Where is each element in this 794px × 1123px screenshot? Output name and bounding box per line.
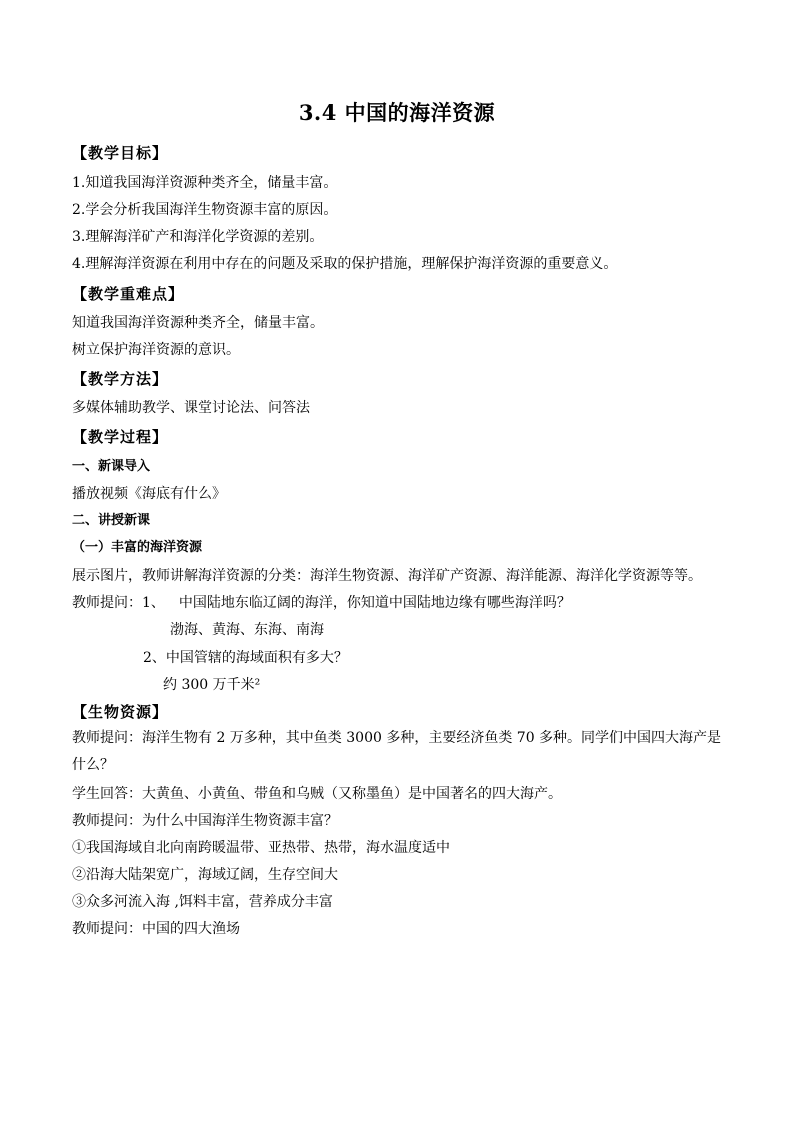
- answer-1: 渤海、黄海、东海、南海: [170, 622, 324, 638]
- question-2: 2、中国管辖的海域面积有多大？: [143, 650, 348, 666]
- question-1-text: 中国陆地东临辽阔的海洋，你知道中国陆地边缘有哪些海洋吗？: [178, 595, 571, 611]
- reason-2: ②沿海大陆架宽广，海域辽阔，生存空间大: [72, 867, 338, 883]
- answer-2: 约 300 万千米²: [163, 677, 261, 693]
- method-header: 【教学方法】: [72, 370, 169, 388]
- key-point-1: 知道我国海洋资源种类齐全，储量丰富。: [72, 315, 324, 331]
- subsection-header: （一）丰富的海洋资源: [72, 540, 203, 555]
- page-title: 3.4 中国的海洋资源: [298, 100, 496, 125]
- intro-text: 播放视频《海底有什么》: [72, 486, 226, 502]
- goal-item-3: 3.理解海洋矿产和海洋化学资源的差别。: [72, 229, 324, 245]
- reason-3: ③众多河流入海 ,饵料丰富，营养成分丰富: [72, 894, 333, 910]
- bio-resources-header: 【生物资源】: [72, 703, 169, 721]
- intro-header: 一、新课导入: [72, 459, 151, 474]
- teach-header: 二、讲授新课: [72, 513, 151, 528]
- reason-1: ①我国海域自北向南跨暖温带、亚热带、热带，海水温度适中: [72, 840, 450, 856]
- key-points-header: 【教学重难点】: [72, 285, 185, 303]
- question-1-prefix: 教师提问：1、: [72, 595, 165, 611]
- question-3: 教师提问：海洋生物有 2 万多种，其中鱼类 3000 多种，主要经济鱼类 70 多种。同学们中国四大海产是什么？: [72, 730, 722, 773]
- goal-item-4: 4.理解海洋资源在利用中存在的问题及采取的保护措施，理解保护海洋资源的重要意义。: [72, 256, 618, 272]
- goal-item-1: 1.知道我国海洋资源种类齐全，储量丰富。: [72, 175, 338, 191]
- goals-header: 【教学目标】: [72, 144, 169, 162]
- question-4: 教师提问：为什么中国海洋生物资源丰富？: [72, 813, 338, 829]
- resource-classification: 展示图片，教师讲解海洋资源的分类：海洋生物资源、海洋矿产资源、海洋能源、海洋化学资源等等。: [72, 568, 702, 584]
- question-5: 教师提问：中国的四大渔场: [72, 921, 240, 937]
- goal-item-2: 2.学会分析我国海洋生物资源丰富的原因。: [72, 202, 338, 218]
- method-text: 多媒体辅助教学、课堂讨论法、问答法: [72, 400, 310, 416]
- process-header: 【教学过程】: [72, 428, 169, 446]
- question-1: [72, 593, 571, 613]
- key-point-2: 树立保护海洋资源的意识。: [72, 342, 240, 358]
- answer-3: 学生回答：大黄鱼、小黄鱼、带鱼和乌贼（又称墨鱼）是中国著名的四大海产。: [72, 786, 562, 802]
